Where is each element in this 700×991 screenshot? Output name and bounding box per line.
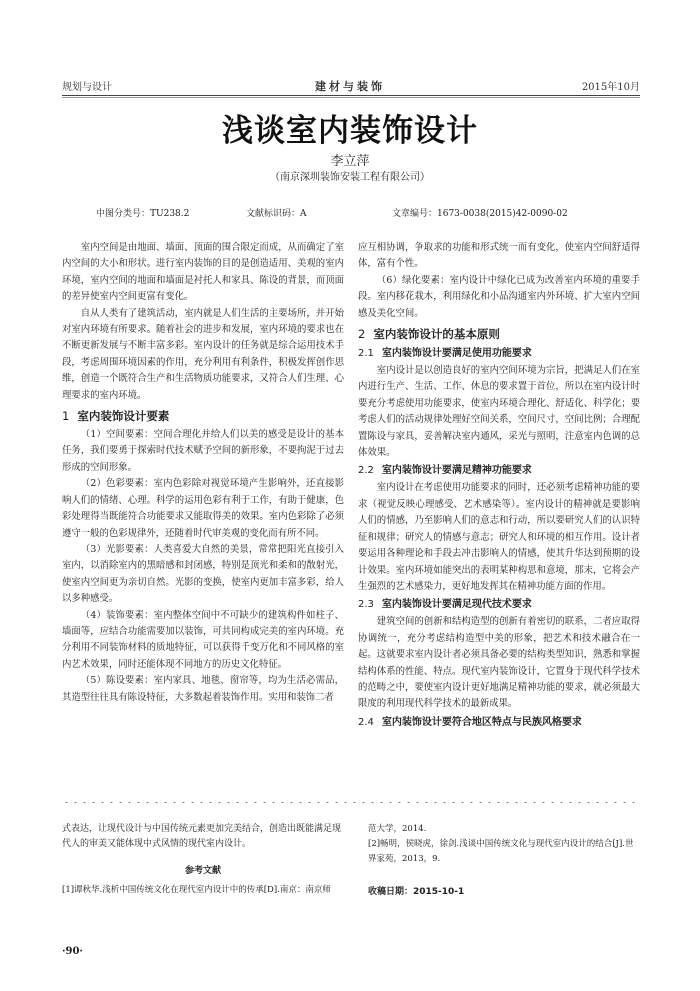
author-name: 李立萍 — [330, 154, 370, 169]
paragraph: （6）绿化要素：室内设计中绿化已成为改善室内环境的重要手段。室内移花栽木，利用绿化和小品沟通室内外环境、扩大室内空间感及美化空间。 — [358, 274, 640, 319]
subsection-heading-2-4: 2.4 室内装饰设计要符合地区特点与民族风格要求 — [358, 716, 582, 728]
paragraph: 自从人类有了建筑活动，室内就是人们生活的主要场所，并开始对室内环境有所要求。随着社会的进步和发展，室内环境的要求也在不断更新发展与不断丰富多彩。室内设计的任务就是综合运用技术手段，考虑周围环境因素的作用，充分利用有利条件，积极发挥创作思维，创造一个既符合生产和生活物质功能要求，又符合人们生理、心理要求的室内环境。 — [62, 307, 344, 401]
paragraph: （1）空间要素：空间合理化并给人们以美的感受是设计的基本任务，我们要勇于探索时代技术赋予空间的新形象，不要拘泥于过去形成的空间形象。 — [62, 429, 344, 473]
paragraph: 建筑空间的创新和结构造型的创新有着密切的联系，二者应取得协调统一，充分考虑结构造型中美的形象，把艺术和技术融合在一起。这就要求室内设计者必须具备必要的结构类型知识，熟悉和掌握结构体系的性能、特点。现代室内装饰设计，它置身于现代科学技术的范畴之中，要使室内设计更好地满足精神功能的要求，就必须最大限度的利用现代科学技术的最新成果。 — [358, 616, 640, 710]
right-column — [358, 240, 640, 732]
journal-name: 建材与装饰 — [315, 80, 385, 93]
document-code: 文献标识码：A — [246, 209, 307, 219]
reference-item: 范大学，2014. — [368, 824, 427, 834]
paragraph: 应互相协调，争取求的功能和形式统一而有变化，使室内空间舒适得体，富有个性。 — [358, 242, 640, 270]
section-heading-1: 1 室内装饰设计要素 — [62, 409, 170, 424]
reference-item: [1]谭秋华.浅析中国传统文化在现代室内设计中的传承[D].南京：南京师 — [62, 885, 331, 895]
subsection-heading-2-1: 2.1 室内装饰设计要满足使用功能要求 — [358, 348, 532, 360]
paragraph: 室内设计是以创造良好的室内空间环境为宗旨，把满足人们在室内进行生产、生活、工作、休息的要求置于首位，所以在室内设计时要充分考虑使用功能要求，使室内环境合理化、舒适化、科学化；要考虑人们的活动规律处理好空间关系，空间尺寸，空间比例；合理配置陈设与家具，妥善解决室内通风，采光与照明，注意室内色调的总体效果。 — [358, 365, 640, 459]
decorative-divider — [62, 795, 640, 803]
paragraph: （2）色彩要素：室内色彩除对视觉环境产生影响外，还直接影响人们的情绪、心理。科学的运用色彩有利于工作，有助于健康，色彩处理得当既能符合功能要求又能取得美的效果。室内色彩除了必须遵守一般的色彩规律外，还随着时代审美观的变化而有所不同。 — [62, 478, 344, 539]
section-heading-2: 2 室内装饰设计的基本原则 — [358, 327, 500, 342]
paragraph: 室内设计在考虑使用功能要求的同时，还必须考虑精神功能的要求（视觉反映心理感受、艺术感染等）。室内设计的精神就是要影响人们的情感，乃至影响人们的意志和行动，所以要研究人们的认识特征和规律；研究人的情感与意志；研究人和环境的相互作用。设计者要运用各种理论和手段去冲击影响人的情感，使其升华达到预期的设计效果。室内环境如能突出的表明某种构思和意境，那末，它将会产生强烈的艺术感染力，更好地发挥其在精神功能方面的作用。 — [358, 482, 640, 592]
paragraph: （5）陈设要素：室内家具、地毯、窗帘等，均为生活必需品，其造型往往具有陈设特征，大多数起着装饰作用。实用和装饰二者 — [62, 675, 344, 703]
issue-date: 2015年10月 — [581, 82, 640, 93]
page-number: ·90· — [62, 946, 83, 957]
running-header-section: 规划与设计 — [62, 82, 112, 93]
subsection-heading-2-3: 2.3 室内装饰设计要满足现代技术要求 — [358, 599, 532, 611]
continuation-left — [62, 822, 344, 898]
clc-number: 中图分类号：TU238.2 — [96, 209, 190, 219]
article-title: 浅谈室内装饰设计 — [222, 113, 478, 149]
paragraph: 室内空间是由地面、墙面、顶面的围合限定而成，从而确定了室内空间的大小和形状。进行室内装饰的目的是创造适用、美观的室内环境，室内空间的地面和墙面是衬托人和家具、陈设的背景，而顶面的差异使室内空间更富有变化。 — [62, 242, 344, 303]
subsection-heading-2-2: 2.2 室内装饰设计要满足精神功能要求 — [358, 465, 532, 477]
author-affiliation: （南京深圳装饰安装工程有限公司） — [270, 172, 430, 183]
header-rule-thin — [62, 97, 640, 98]
continuation-right — [368, 822, 640, 900]
paragraph: 式表达，让现代设计与中国传统元素更加完美结合，创造出既能满足现代人的审美又能体现中式风情的现代室内设计。 — [62, 824, 342, 849]
article-number: 文章编号：1673-0038(2015)42-0090-02 — [392, 209, 568, 219]
paragraph: （3）光影要素：人类喜爱大自然的美景，常常把阳光直接引入室内，以消除室内的黑暗感和封闭感，特别是顶光和柔和的散射光，使室内空间更为亲切自然。光影的变换，使室内更加丰富多彩，给人以多种感受。 — [62, 543, 344, 605]
reference-item: [2]畅明，侯晓虎，徐剑.浅谈中国传统文化与现代室内设计的结合[J].世界家苑，2013，9. — [368, 839, 634, 864]
zigzag-pattern — [62, 802, 640, 803]
left-column — [62, 240, 344, 706]
paragraph: （4）装饰要素：室内整体空间中不可缺少的建筑构件如柱子、墙面等，应结合功能需要加以装饰，可共同构成完美的室内环境。充分利用不同装饰材料的质地特征，可以获得千变万化和不同风格的室内艺术效果，同时还能体现不同地方的历史文化特征。 — [62, 609, 344, 670]
received-date: 收稿日期：2015-10-1 — [368, 887, 465, 897]
references-heading: 参考文献 — [184, 866, 221, 876]
header-rule — [62, 95, 640, 96]
